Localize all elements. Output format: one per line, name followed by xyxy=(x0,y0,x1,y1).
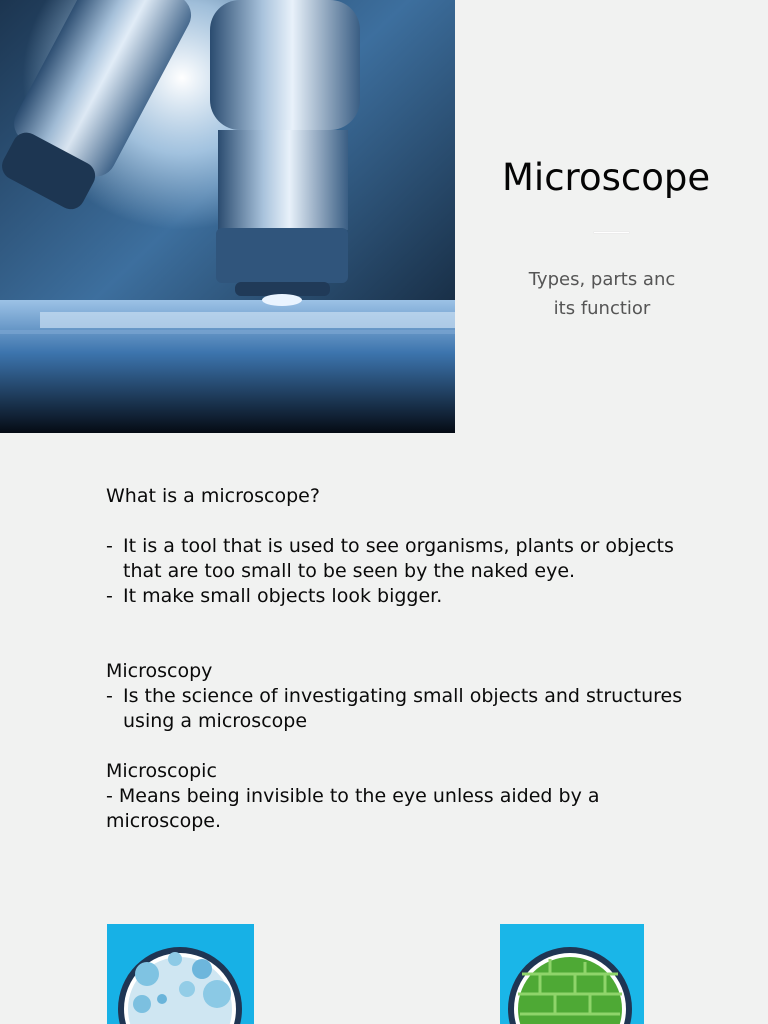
notes-section xyxy=(106,484,706,834)
slide-subtitle xyxy=(515,265,689,323)
title-divider xyxy=(594,232,629,233)
bullet-dash: - xyxy=(106,685,113,707)
bullet-text: It make small objects look bigger. xyxy=(123,585,443,607)
subtitle-line-2: its functior xyxy=(553,298,651,319)
title-slide xyxy=(0,0,768,433)
bullet-item xyxy=(106,534,706,584)
subtitle-line-1: Types, parts anc xyxy=(528,269,676,290)
definition-text: Is the science of investigating small objects and structures using a microscope xyxy=(123,685,683,732)
microscopic-term: Microscopic xyxy=(106,760,217,782)
microscopy-term: Microscopy xyxy=(106,660,213,682)
title-panel xyxy=(455,0,768,433)
bullet-item xyxy=(106,584,706,609)
bullet-dash: - xyxy=(106,585,113,607)
microscope-photo xyxy=(0,0,455,433)
bullet-dash: - xyxy=(106,535,113,557)
slide-title: Microscope xyxy=(502,156,711,199)
bacteria-microscope-view-icon xyxy=(107,924,254,1024)
plant-cells-microscope-view-icon xyxy=(500,924,644,1024)
question-heading: What is a microscope? xyxy=(106,485,320,507)
bullet-text: It is a tool that is used to see organisms, plants or objects that are too small to be seen by the naked eye. xyxy=(123,535,674,582)
microscopy-definition xyxy=(106,684,706,734)
microscopic-definition: - Means being invisible to the eye unless aided by a microscope. xyxy=(106,785,600,832)
